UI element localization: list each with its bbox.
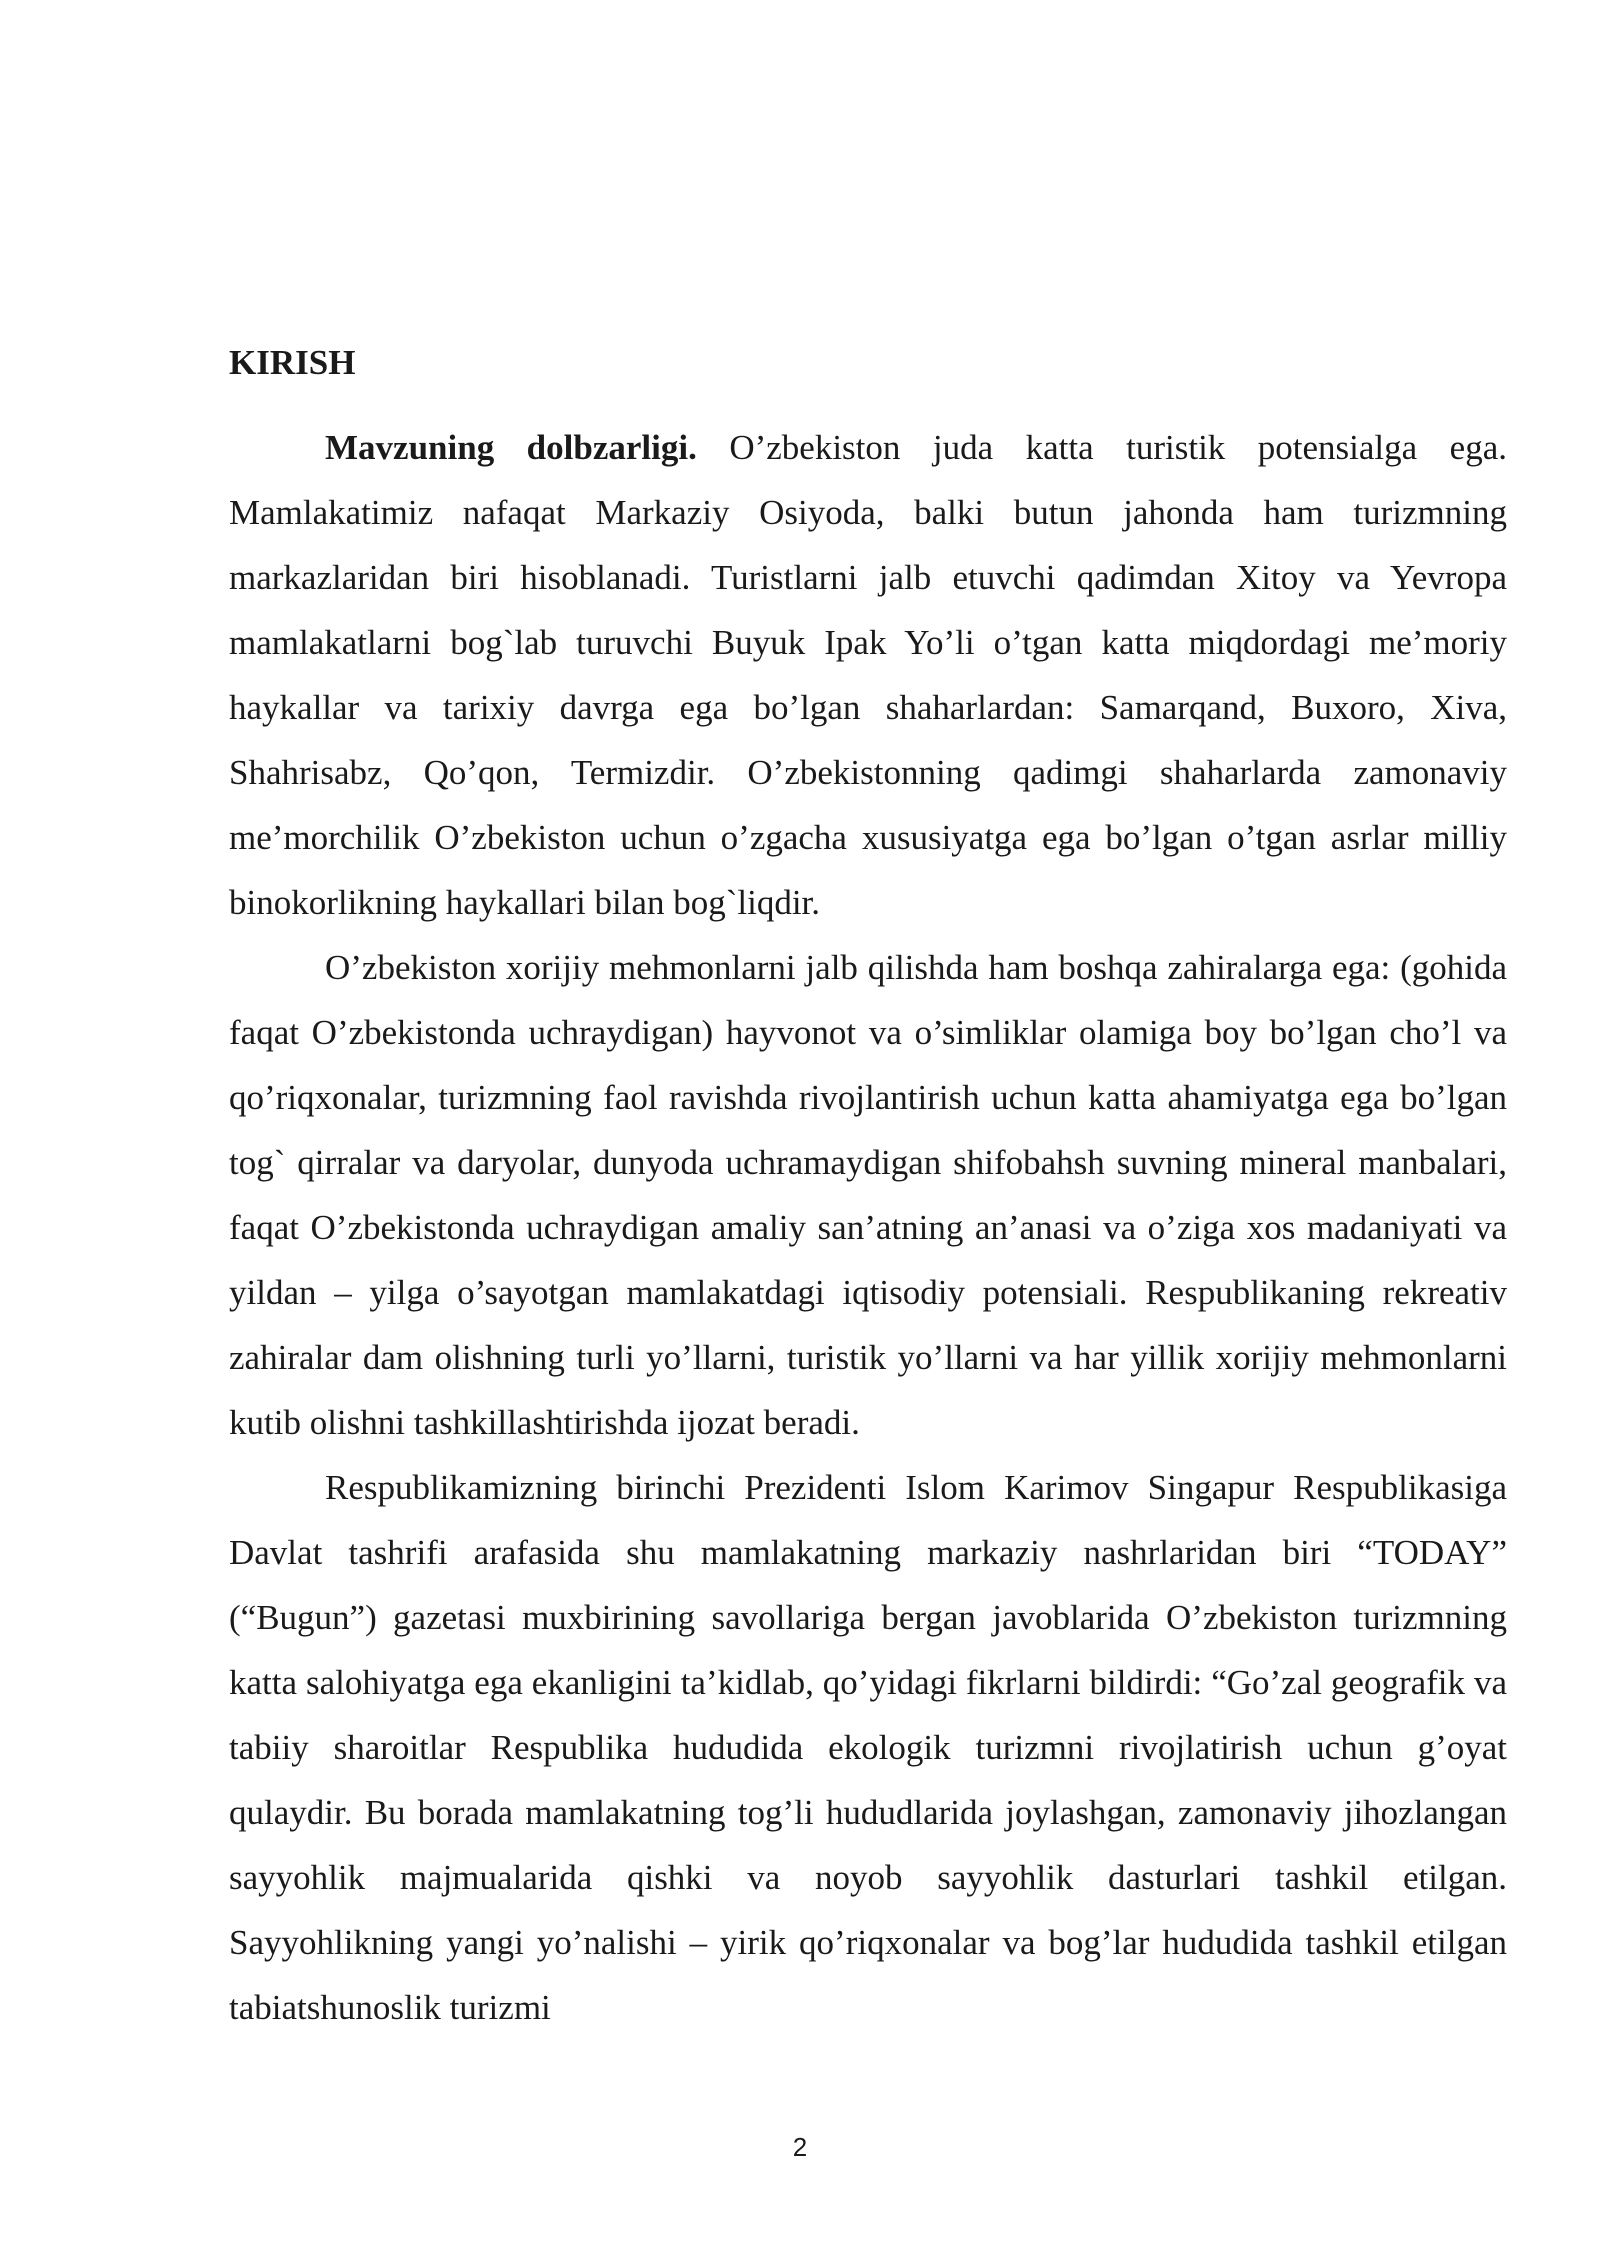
paragraph-text: O’zbekiston xorijiy mehmonlarni jalb qilishda ham boshqa zahiralarga ega: (gohida faqat O’zbekistonda uchraydigan) hayvonot va o’simliklar olamiga boy bo’lgan cho’l va qo’riqxonalar, turizmning faol ravishda rivojlantirish uchun katta ahamiyatga ega bo’lgan tog` qirralar va daryolar, dunyoda uchramaydigan shifobahsh suvning mineral manbalari, faqat O’zbekistonda uchraydigan amaliy san’atning an’anasi va o’ziga xos madaniyati va yildan – yilga o’sayotgan mamlakatdagi iqtisodiy potensiali. Respublikaning rekreativ zahiralar dam olishning turli yo’llarni, turistik yo’llarni va har yillik xorijiy mehmonlarni kutib olishni tashkillashtirishda ijozat beradi. [229,948,1507,1442]
paragraph-lead: Mavzuning dolbzarligi. [325,428,697,467]
paragraph-relevance [229,415,1507,935]
paragraph-president-quote [229,1455,1507,2040]
paragraph-text: O’zbekiston juda katta turistik potensialga ega. Mamlakatimiz nafaqat Markaziy Osiyoda, balki butun jahonda ham turizmning markazlaridan biri hisoblanadi. Turistlarni jalb etuvchi qadimdan Xitoy va Yevropa mamlakatlarni bog`lab turuvchi Buyuk Ipak Yo’li o’tgan katta miqdordagi me’moriy haykallar va tarixiy davrga ega bo’lgan shaharlardan: Samarqand, Buxoro, Xiva, Shahrisabz, Qo’qon, Termizdir. O’zbekistonning qadimgi shaharlarda zamonaviy me’morchilik O’zbekiston uchun o’zgacha xususiyatga ega bo’lgan o’tgan asrlar milliy binokorlikning haykallari bilan bog`liqdir. [229,428,1507,922]
paragraph-resources [229,935,1507,1455]
page-body [229,330,1507,2040]
section-heading: KIRISH [229,343,356,382]
paragraph-text: Respublikamizning birinchi Prezidenti Islom Karimov Singapur Respublikasiga Davlat tashrifi arafasida shu mamlakatning markaziy nashrlaridan biri “TODAY” (“Bugun”) gazetasi muxbirining savollariga bergan javoblarida O’zbekiston turizmning katta salohiyatga ega ekanligini ta’kidlab, qo’yidagi fikrlarni bildirdi: “Go’zal geografik va tabiiy sharoitlar Respublika hududida ekologik turizmni rivojlatirish uchun g’oyat qulaydir. Bu borada mamlakatning tog’li hududlarida joylashgan, zamonaviy jihozlangan sayyohlik majmualarida qishki va noyob sayyohlik dasturlari tashkil etilgan. Sayyohlikning yangi yo’nalishi – yirik qo’riqxonalar va bog’lar hududida tashkil etilgan tabiatshunoslik turizmi [229,1468,1507,2027]
page-number: 2 [792,2132,808,2162]
